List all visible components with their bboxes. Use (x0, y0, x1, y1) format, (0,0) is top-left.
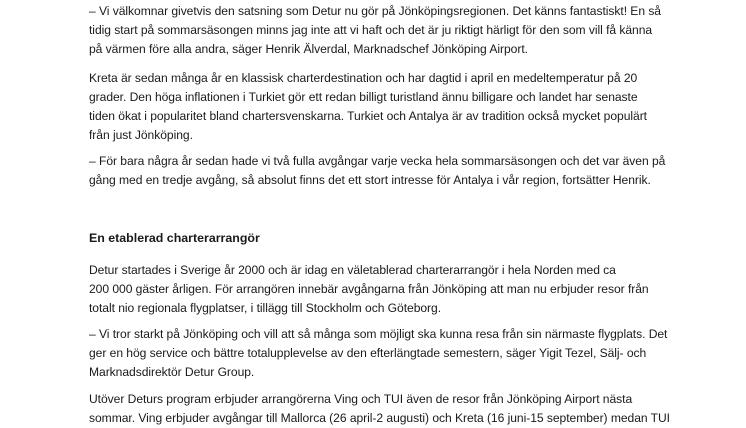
text-line: tiden ökat i popularitet bland chartersvenskarna. Turkiet och Antalya är av tradition också mycket populärt (89, 109, 647, 123)
text-line: Marknadsdirektör Detur Group. (89, 365, 255, 379)
paragraph-detur-history (89, 261, 649, 318)
text-line: gång med en tredje avgång, så absolut finns det ett stort intresse för Antalya i vår region, fortsätter Henrik. (89, 173, 651, 187)
text-line: sommar. Ving erbjuder avgångar till Mallorca (26 april-2 augusti) och Kreta (16 juni-15 september) medan TUI (89, 411, 670, 425)
text-line: Utöver Deturs program erbjuder arrangörerna Ving och TUI även de resor från Jönköping Airport nästa (89, 392, 633, 406)
text-line: på värmen före alla andra, säger Henrik Älverdal, Marknadschef Jönköping Airport. (89, 42, 528, 56)
text-line: Detur startades i Sverige år 2000 och är idag en väletablerad charterarrangör i hela Norden med ca (89, 263, 616, 277)
text-line: – Vi tror starkt på Jönköping och vill att så många som möjligt ska kunna resa från sin närmaste flygplats. Det (89, 327, 668, 341)
paragraph-other-operators (89, 390, 670, 428)
paragraph-quote-tezel (89, 325, 667, 382)
text-line: Kreta är sedan många år en klassisk charterdestination och har dagtid i april en medeltemperatur på 20 (89, 71, 638, 85)
text-line: tidig start på sommarsäsongen minns jag inte att vi haft och det är ju riktigt härligt för den som vill få känna (89, 23, 653, 37)
text-line: 200 000 gäster årligen. För arrangören innebär avgångarna från Jönköping att man nu erbjuder resor från (89, 282, 649, 296)
paragraph-quote-henrik (89, 152, 665, 190)
text-line: från just Jönköping. (89, 128, 193, 142)
text-line: totalt nio regionala flygplatser, i tillägg till Stockholm och Göteborg. (89, 301, 442, 315)
text-line: ger en hög service och bättre totalupplevelse av den efterlängtade semestern, säger Yigit Tezel, Sälj- och (89, 346, 647, 360)
section-heading: En etablerad charterarrangör (89, 231, 260, 245)
text-line: – Vi välkomnar givetvis den satsning som Detur nu gör på Jönköpingsregionen. Det känns fantastiskt! En så (89, 4, 661, 18)
paragraph-kreta-turkiet (89, 69, 647, 145)
text-line: – För bara några år sedan hade vi två fulla avgångar varje vecka hela sommarsäsongen och det var även på (89, 154, 666, 168)
paragraph-quote-alverdal (89, 2, 661, 59)
text-line: grader. Den höga inflationen i Turkiet gör ett redan billigt turistland ännu billigare och landet har senaste (89, 90, 638, 104)
